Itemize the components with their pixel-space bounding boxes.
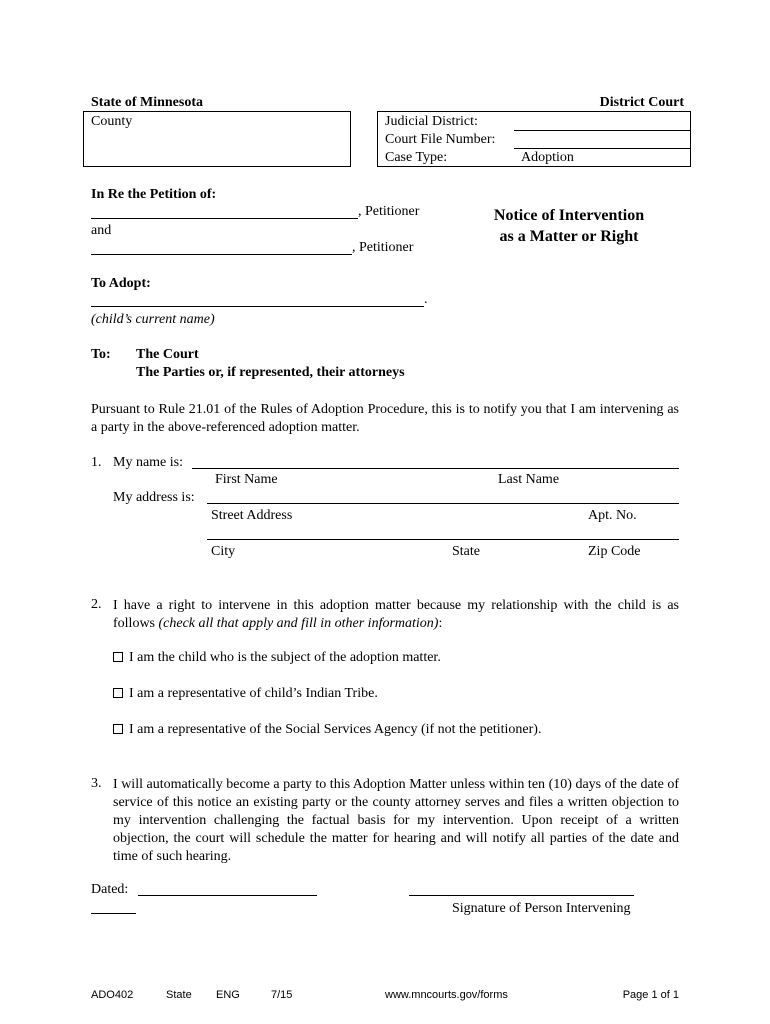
court-label: District Court <box>599 95 684 110</box>
document-title <box>459 205 679 247</box>
city-state-zip-field[interactable] <box>207 539 679 540</box>
date-field[interactable] <box>138 895 317 896</box>
item2-text-main: I have a right to intervene in this adoption matter because my relationship with the child is as follows <box>113 598 679 631</box>
court-file-number-field[interactable] <box>514 148 690 149</box>
to-parties: The Parties or, if represented, their attorneys <box>136 365 405 380</box>
and-label: and <box>91 223 112 238</box>
option-agency[interactable] <box>113 722 541 738</box>
name-label: My name is: <box>113 455 183 470</box>
first-name-caption: First Name <box>215 472 278 487</box>
petitioner-1-suffix: , Petitioner <box>358 204 420 219</box>
case-info-box <box>377 111 691 167</box>
title-line-1: Notice of Intervention <box>493 207 645 224</box>
footer-url[interactable]: www.mncourts.gov/forms <box>385 989 508 1001</box>
to-adopt-heading: To Adopt: <box>91 276 151 291</box>
child-name-period: . <box>424 292 428 307</box>
last-name-caption: Last Name <box>498 472 560 487</box>
petitioner-1-field[interactable] <box>91 218 358 219</box>
option-child[interactable] <box>113 650 441 666</box>
footer-form-number: ADO402 <box>91 989 134 1001</box>
petitioner-2-field[interactable] <box>91 254 352 255</box>
item2-text-italic: (check all that apply and fill in other information) <box>158 616 439 631</box>
state-caption: State <box>452 544 480 559</box>
signature-caption: Signature of Person Intervening <box>452 901 631 916</box>
item1-number: 1. <box>91 455 102 470</box>
county-box[interactable] <box>83 111 351 167</box>
date-field-continued[interactable] <box>91 913 136 914</box>
footer-page-number: Page 1 of 1 <box>622 989 679 1001</box>
item2-text <box>113 597 679 633</box>
checkbox-agency[interactable] <box>113 724 123 734</box>
county-label: County <box>91 114 133 129</box>
address-label: My address is: <box>113 490 195 505</box>
apt-caption: Apt. No. <box>588 508 637 523</box>
state-label: State of Minnesota <box>91 95 203 110</box>
court-file-number-label: Court File Number: <box>385 132 496 147</box>
option-tribe-label: I am a representative of child’s Indian Tribe. <box>129 686 378 701</box>
option-agency-label: I am a representative of the Social Services Agency (if not the petitioner). <box>129 722 542 737</box>
item3-text: I will automatically become a party to this Adoption Matter unless within ten (10) days of the date of service of this notice an existing party or the county attorney serves and files a written objection to my intervention challenging the factual basis for my intervention. Upon receipt of a written objection, the court will schedule the matter for hearing and will notify all parties of the date and time of such hearing. <box>113 777 679 864</box>
street-address-field[interactable] <box>207 503 679 504</box>
child-name-caption: (child’s current name) <box>91 312 215 327</box>
petitioner-2-suffix: , Petitioner <box>352 240 414 255</box>
footer-language: ENG <box>216 989 240 1001</box>
child-name-field[interactable] <box>91 306 424 307</box>
item2-number: 2. <box>91 597 102 612</box>
item2-text-end: : <box>438 616 443 631</box>
case-type-value: Adoption <box>521 150 574 165</box>
to-label: To: <box>91 347 111 362</box>
to-court: The Court <box>136 347 199 362</box>
option-tribe[interactable] <box>113 686 378 702</box>
checkbox-tribe[interactable] <box>113 688 123 698</box>
intro-paragraph: Pursuant to Rule 21.01 of the Rules of Adoption Procedure, this is to notify you that I am intervening as a party in the above-referenced adoption matter. <box>91 402 679 435</box>
dated-label: Dated: <box>91 882 129 897</box>
signature-field[interactable] <box>409 895 634 896</box>
checkbox-child[interactable] <box>113 652 123 662</box>
city-caption: City <box>211 544 236 559</box>
option-child-label: I am the child who is the subject of the adoption matter. <box>129 650 441 665</box>
judicial-district-field[interactable] <box>514 130 690 131</box>
judicial-district-label: Judicial District: <box>385 114 478 129</box>
name-field[interactable] <box>192 468 679 469</box>
footer-state: State <box>166 989 192 1001</box>
zip-caption: Zip Code <box>588 544 641 559</box>
petition-heading: In Re the Petition of: <box>91 187 217 202</box>
case-type-label: Case Type: <box>385 150 448 165</box>
footer-revision: 7/15 <box>271 989 293 1001</box>
street-address-caption: Street Address <box>211 508 293 523</box>
item3-number: 3. <box>91 776 102 791</box>
title-line-2: as a Matter or Right <box>499 228 639 245</box>
